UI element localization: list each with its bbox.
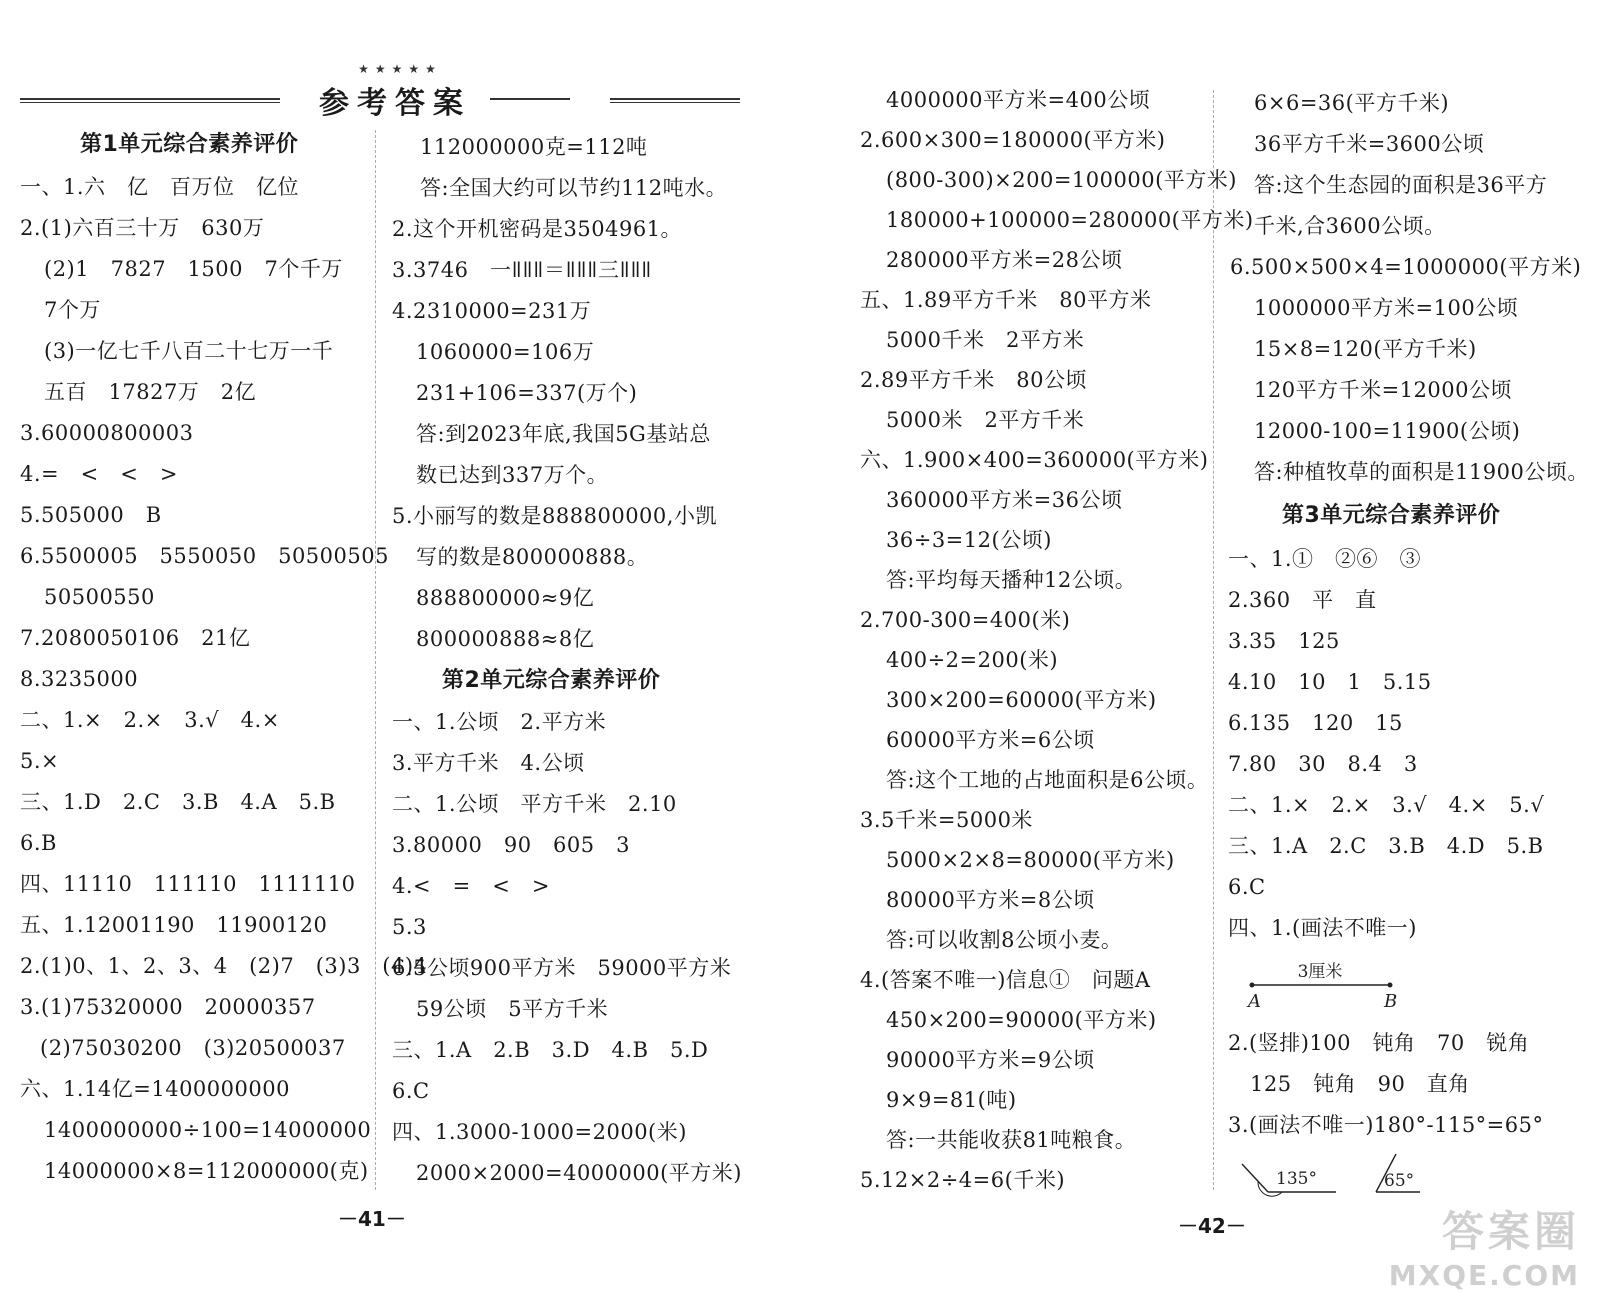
angle-135-arm <box>1242 1164 1268 1192</box>
angle-65-label: 65° <box>1384 1171 1415 1191</box>
answer-line: 答:全国大约可以节约112吨水。 <box>420 176 728 200</box>
title-rule-right <box>610 98 740 100</box>
answer-line: 6×6=36(平方千米) <box>1254 91 1450 115</box>
title-stars: ★★★★★ <box>358 62 442 76</box>
title-rule-right-thin <box>610 102 740 103</box>
answer-line: 7个万 <box>44 298 101 322</box>
answer-line: 5000千米 2平方米 <box>886 328 1085 352</box>
page-title: 参考答案 <box>319 86 471 121</box>
answer-line: (3)一亿七千八百二十七万一千 <box>44 339 334 363</box>
page-number-left: －41－ <box>338 1207 406 1231</box>
answer-line: 六、1.14亿=1400000000 <box>20 1077 290 1101</box>
answer-line: 4.2310000=231万 <box>392 299 592 323</box>
answer-line: 15×8=120(平方千米) <box>1254 337 1477 361</box>
title-rule-left <box>20 98 280 100</box>
answer-line: 112000000克=112吨 <box>420 135 648 159</box>
answer-line: 6.135 120 15 <box>1228 711 1403 735</box>
answer-line: 2.600×300=180000(平方米) <box>860 128 1166 152</box>
answer-line: 36÷3=12(公顷) <box>886 528 1052 552</box>
answer-line: 7.2080050106 21亿 <box>20 626 251 650</box>
answer-line: 4000000平方米=400公顷 <box>886 88 1151 112</box>
answer-line: (2)75030200 (3)20500037 <box>40 1036 346 1060</box>
answer-line: 3.3746 一ǁǁǁ＝ǁǁǁ三ǁǁǁ <box>392 258 653 282</box>
answer-line: 四、11110 111110 1111110 <box>20 872 356 896</box>
answer-line: 800000888≈8亿 <box>416 627 595 651</box>
title-rule-mid <box>490 98 570 100</box>
answer-line: 14000000×8=112000000(克) <box>44 1159 369 1183</box>
section-heading-unit-2: 第2单元综合素养评价 <box>442 668 661 693</box>
answer-line: 9×9=81(吨) <box>886 1088 1017 1112</box>
segment-length-label: 3厘米 <box>1297 962 1343 982</box>
answer-line: 答:平均每天播种12公顷。 <box>886 568 1137 592</box>
answer-line: 8.3235000 <box>20 667 139 691</box>
answer-line: 4.< = < > <box>392 874 550 898</box>
answer-line: 1060000=106万 <box>416 340 595 364</box>
answer-line: 300×200=60000(平方米) <box>886 688 1157 712</box>
page-number-right: －42－ <box>1178 1214 1246 1238</box>
answer-line: 7.80 30 8.4 3 <box>1228 752 1418 776</box>
section-heading-unit-3: 第3单元综合素养评价 <box>1282 503 1501 528</box>
segment-point-b <box>1388 983 1393 988</box>
title-bar <box>20 62 740 122</box>
answer-line: 60000平方米=6公顷 <box>886 728 1095 752</box>
answer-line: 4.(答案不唯一)信息① 问题A <box>860 968 1151 992</box>
answer-line: 36平方千米=3600公顷 <box>1254 132 1485 156</box>
answer-line: 答:到2023年底,我国5G基站总 <box>416 422 711 446</box>
answer-line: 四、1.(画法不唯一) <box>1228 916 1417 940</box>
answer-line: 2.(1)六百三十万 630万 <box>20 216 265 240</box>
segment-figure <box>1240 955 1420 1020</box>
answer-line: 数已达到337万个。 <box>416 463 609 487</box>
angle-135-label: 135° <box>1276 1169 1317 1189</box>
watermark-logo-text: 答案圈 <box>1441 1207 1580 1256</box>
answer-line: 6.B <box>20 831 57 855</box>
answer-line: 888800000≈9亿 <box>416 586 595 610</box>
answer-line: 写的数是800000888。 <box>416 545 649 569</box>
answer-line: 120平方千米=12000公顷 <box>1254 378 1512 402</box>
answer-line: 12000-100=11900(公顷) <box>1254 419 1521 443</box>
answer-line: 五百 17827万 2亿 <box>44 380 257 404</box>
answer-line: 1000000平方米=100公顷 <box>1254 296 1519 320</box>
answer-line: 3.(画法不唯一)180°-115°=65° <box>1228 1113 1544 1137</box>
answer-line: 3.平方千米 4.公顷 <box>392 751 585 775</box>
answer-line: 5.505000 B <box>20 503 162 527</box>
answer-line: 答:这个生态园的面积是36平方 <box>1254 173 1548 197</box>
answer-line: 5000米 2平方千米 <box>886 408 1085 432</box>
answer-line: 5.3 <box>392 915 427 939</box>
answer-line: 280000平方米=28公顷 <box>886 248 1123 272</box>
answer-line: 5000×2×8=80000(平方米) <box>886 848 1175 872</box>
answer-line: 三、1.A 2.B 3.D 4.B 5.D <box>392 1038 709 1062</box>
answer-line: 80000平方米=8公顷 <box>886 888 1095 912</box>
answer-line: 5.× <box>20 749 60 773</box>
answer-line: 6.5公顷900平方米 59000平方米 <box>392 956 732 980</box>
answer-line: 450×200=90000(平方米) <box>886 1008 1157 1032</box>
answer-line: 4.= < < > <box>20 462 178 486</box>
column-divider-left <box>375 130 376 1190</box>
answer-line: 2.(竖排)100 钝角 70 锐角 <box>1228 1031 1530 1055</box>
site-watermark <box>1389 1199 1580 1292</box>
answer-line: (800-300)×200=100000(平方米) <box>886 168 1237 192</box>
answer-line: 一、1.① ②⑥ ③ <box>1228 547 1422 571</box>
answer-line: 2.360 平 直 <box>1228 588 1377 612</box>
section-heading-unit-1: 第1单元综合素养评价 <box>80 132 299 157</box>
answer-line: 五、1.12001190 11900120 <box>20 913 328 937</box>
answer-line: 5.12×2÷4=6(千米) <box>860 1168 1066 1192</box>
answer-line: 答:可以收割8公顷小麦。 <box>886 928 1123 952</box>
answer-line: 2.(1)0、1、2、3、4 (2)7 (3)3 (4)4 <box>20 954 428 978</box>
answer-line: (2)1 7827 1500 7个千万 <box>44 257 343 281</box>
answer-line: 千米,合3600公顷。 <box>1254 214 1446 238</box>
answer-line: 四、1.3000-1000=2000(米) <box>392 1120 687 1144</box>
answer-line: 50500550 <box>44 585 155 609</box>
title-rule-left-thin <box>20 102 280 103</box>
answer-line: 答:这个工地的占地面积是6公顷。 <box>886 768 1209 792</box>
answer-line: 6.C <box>1228 875 1266 899</box>
answer-line: 三、1.A 2.C 3.B 4.D 5.B <box>1228 834 1544 858</box>
answer-line: 125 钝角 90 直角 <box>1250 1072 1470 1096</box>
answer-line: 6.C <box>392 1079 430 1103</box>
answer-line: 400÷2=200(米) <box>886 648 1059 672</box>
answer-line: 59公顷 5平方千米 <box>416 997 609 1021</box>
answer-line: 6.5500005 5550050 50500505 <box>20 544 389 568</box>
answer-line: 五、1.89平方千米 80平方米 <box>860 288 1152 312</box>
answer-line: 360000平方米=36公顷 <box>886 488 1123 512</box>
answer-line: 二、1.公顷 平方千米 2.10 <box>392 792 677 816</box>
answer-line: 一、1.六 亿 百万位 亿位 <box>20 175 300 199</box>
answer-line: 2000×2000=4000000(平方米) <box>416 1161 742 1185</box>
answer-line: 六、1.900×400=360000(平方米) <box>860 448 1209 472</box>
answer-line: 231+106=337(万个) <box>416 381 638 405</box>
answer-line: 5.小丽写的数是888800000,小凯 <box>392 504 717 528</box>
answer-line: 2.这个开机密码是3504961。 <box>392 217 683 241</box>
column-divider-right <box>1213 90 1214 1190</box>
answer-line: 90000平方米=9公顷 <box>886 1048 1095 1072</box>
point-a-label: A <box>1248 991 1261 1012</box>
answer-line: 4.10 10 1 5.15 <box>1228 670 1432 694</box>
answer-line: 三、1.D 2.C 3.B 4.A 5.B <box>20 790 336 814</box>
answer-line: 2.89平方千米 80公顷 <box>860 368 1087 392</box>
answer-line: 180000+100000=280000(平方米) <box>886 208 1254 232</box>
answer-line: 3.80000 90 605 3 <box>392 833 631 857</box>
answer-line: 二、1.× 2.× 3.√ 4.× <box>20 708 280 732</box>
answer-line: 3.5千米=5000米 <box>860 808 1033 832</box>
answer-line: 二、1.× 2.× 3.√ 4.× 5.√ <box>1228 793 1545 817</box>
watermark-url: MXQE.COM <box>1388 1259 1580 1292</box>
answer-line: 3.60000800003 <box>20 421 194 445</box>
angle-figures <box>1238 1150 1438 1200</box>
segment-point-a <box>1250 983 1255 988</box>
answer-line: 3.(1)75320000 20000357 <box>20 995 316 1019</box>
answer-line: 3.35 125 <box>1228 629 1340 653</box>
answer-line: 一、1.公顷 2.平方米 <box>392 710 607 734</box>
answer-line: 6.500×500×4=1000000(平方米) <box>1230 255 1582 279</box>
answer-line: 答:一共能收获81吨粮食。 <box>886 1128 1137 1152</box>
answer-line: 2.700-300=400(米) <box>860 608 1071 632</box>
answer-line: 1400000000÷100=14000000 <box>44 1118 372 1142</box>
answer-line: 答:种植牧草的面积是11900公顷。 <box>1254 460 1589 484</box>
point-b-label: B <box>1384 991 1398 1012</box>
